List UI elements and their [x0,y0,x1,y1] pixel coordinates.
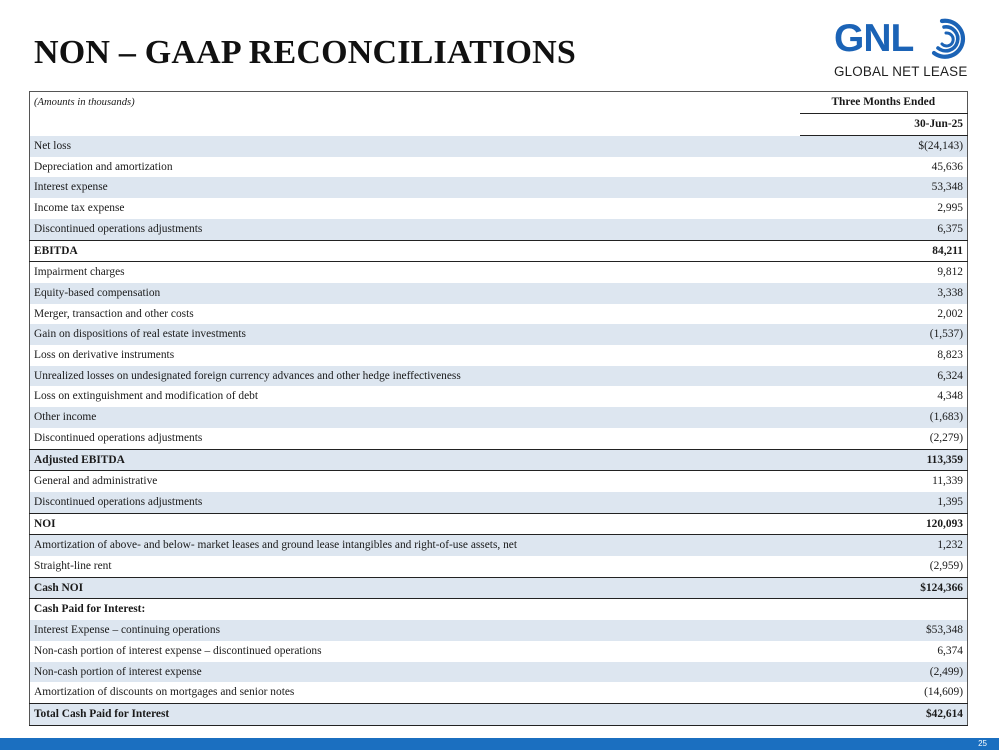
table-row [30,219,968,240]
row-label: Cash Paid for Interest: [34,603,146,616]
row-label: Discontinued operations adjustments [34,431,203,444]
row-value: $42,614 [800,703,968,725]
row-value: 120,093 [800,513,968,535]
table-row [30,471,968,492]
row-value: (14,609) [924,686,963,699]
reconciliation-table [29,91,968,726]
table-row [30,703,968,725]
table-row [30,449,968,471]
row-value: 11,339 [932,475,963,488]
table-row [30,262,968,283]
column-date: 30-Jun-25 [800,114,968,136]
row-label: Cash NOI [30,577,800,599]
page-title: NON – GAAP RECONCILIATIONS [34,34,577,71]
table-row [30,428,968,449]
row-value [800,599,968,620]
table-row [30,283,968,304]
table-row [30,682,968,703]
row-value: 45,636 [931,160,963,173]
row-label: Equity-based compensation [30,283,800,304]
row-value: $124,366 [800,577,968,599]
row-value: $53,348 [800,620,968,641]
table-row [30,641,968,662]
row-value: 6,324 [800,366,968,387]
table-row [30,304,968,325]
table-row [30,492,968,513]
table-row [30,577,968,599]
footer-bar [0,738,999,750]
row-label: Non-cash portion of interest expense – discontinued operations [34,644,322,657]
row-label: Loss on extinguishment and modification of debt [34,390,258,403]
row-value: (1,683) [800,407,968,428]
row-value: 8,823 [937,349,963,362]
row-label: Other income [30,407,800,428]
row-label: Unrealized losses on undesignated foreign currency advances and other hedge ineffectiveness [30,366,800,387]
row-value: $(24,143) [800,136,968,157]
table-row [30,513,968,535]
table-row [30,599,968,620]
reconciliation-table-wrapper [29,91,967,726]
row-label: Total Cash Paid for Interest [30,703,800,725]
row-label: Income tax expense [34,202,125,215]
table-body [30,92,968,726]
row-label: Gain on dispositions of real estate investments [30,324,800,345]
table-row [30,366,968,387]
table-row [30,535,968,556]
table-header-row [30,92,968,114]
row-label: Discontinued operations adjustments [30,219,800,240]
table-row [30,136,968,157]
row-label: Depreciation and amortization [34,160,173,173]
row-label: Net loss [30,136,800,157]
row-label: Discontinued operations adjustments [30,492,800,513]
row-label: Interest expense [30,177,800,198]
row-value: 9,812 [937,266,963,279]
row-value: 1,232 [800,535,968,556]
row-value: (2,959) [929,560,963,573]
row-value: (2,499) [800,662,968,683]
table-row [30,407,968,428]
row-label: Amortization of above- and below- market leases and ground lease intangibles and right-of-use assets, net [30,535,800,556]
table-row [30,240,968,262]
row-value: 6,374 [937,644,963,657]
company-logo [833,14,983,84]
row-label: Interest Expense – continuing operations [30,620,800,641]
row-value: 2,995 [937,202,963,215]
row-label: Amortization of discounts on mortgages and senior notes [34,686,295,699]
table-row [30,324,968,345]
row-label: General and administrative [34,475,158,488]
row-value: 84,211 [800,240,968,262]
table-row [30,177,968,198]
row-label: Non-cash portion of interest expense [30,662,800,683]
row-label: Loss on derivative instruments [34,349,175,362]
row-value: 6,375 [800,219,968,240]
row-value: (1,537) [800,324,968,345]
table-row [30,198,968,219]
row-value: 1,395 [800,492,968,513]
logo-mark: GNL [834,17,914,60]
table-row [30,556,968,577]
column-header: Three Months Ended [800,92,968,114]
amounts-note: (Amounts in thousands) [34,97,135,108]
page-number: 25 [978,739,987,748]
row-label: Adjusted EBITDA [30,449,800,471]
table-row [30,157,968,178]
row-label: EBITDA [30,240,800,262]
table-row [30,386,968,407]
table-row [30,620,968,641]
row-label: NOI [30,513,800,535]
logo-tagline: GLOBAL NET LEASE [834,64,968,79]
row-value: 53,348 [800,177,968,198]
table-row [30,662,968,683]
row-value: (2,279) [929,431,963,444]
row-label: Impairment charges [34,266,125,279]
row-value: 113,359 [800,449,968,471]
row-value: 4,348 [937,390,963,403]
table-row [30,345,968,366]
swirl-icon [928,17,968,61]
row-label: Straight-line rent [34,560,112,573]
row-label: Merger, transaction and other costs [34,307,194,320]
row-value: 2,002 [937,307,963,320]
row-value: 3,338 [800,283,968,304]
